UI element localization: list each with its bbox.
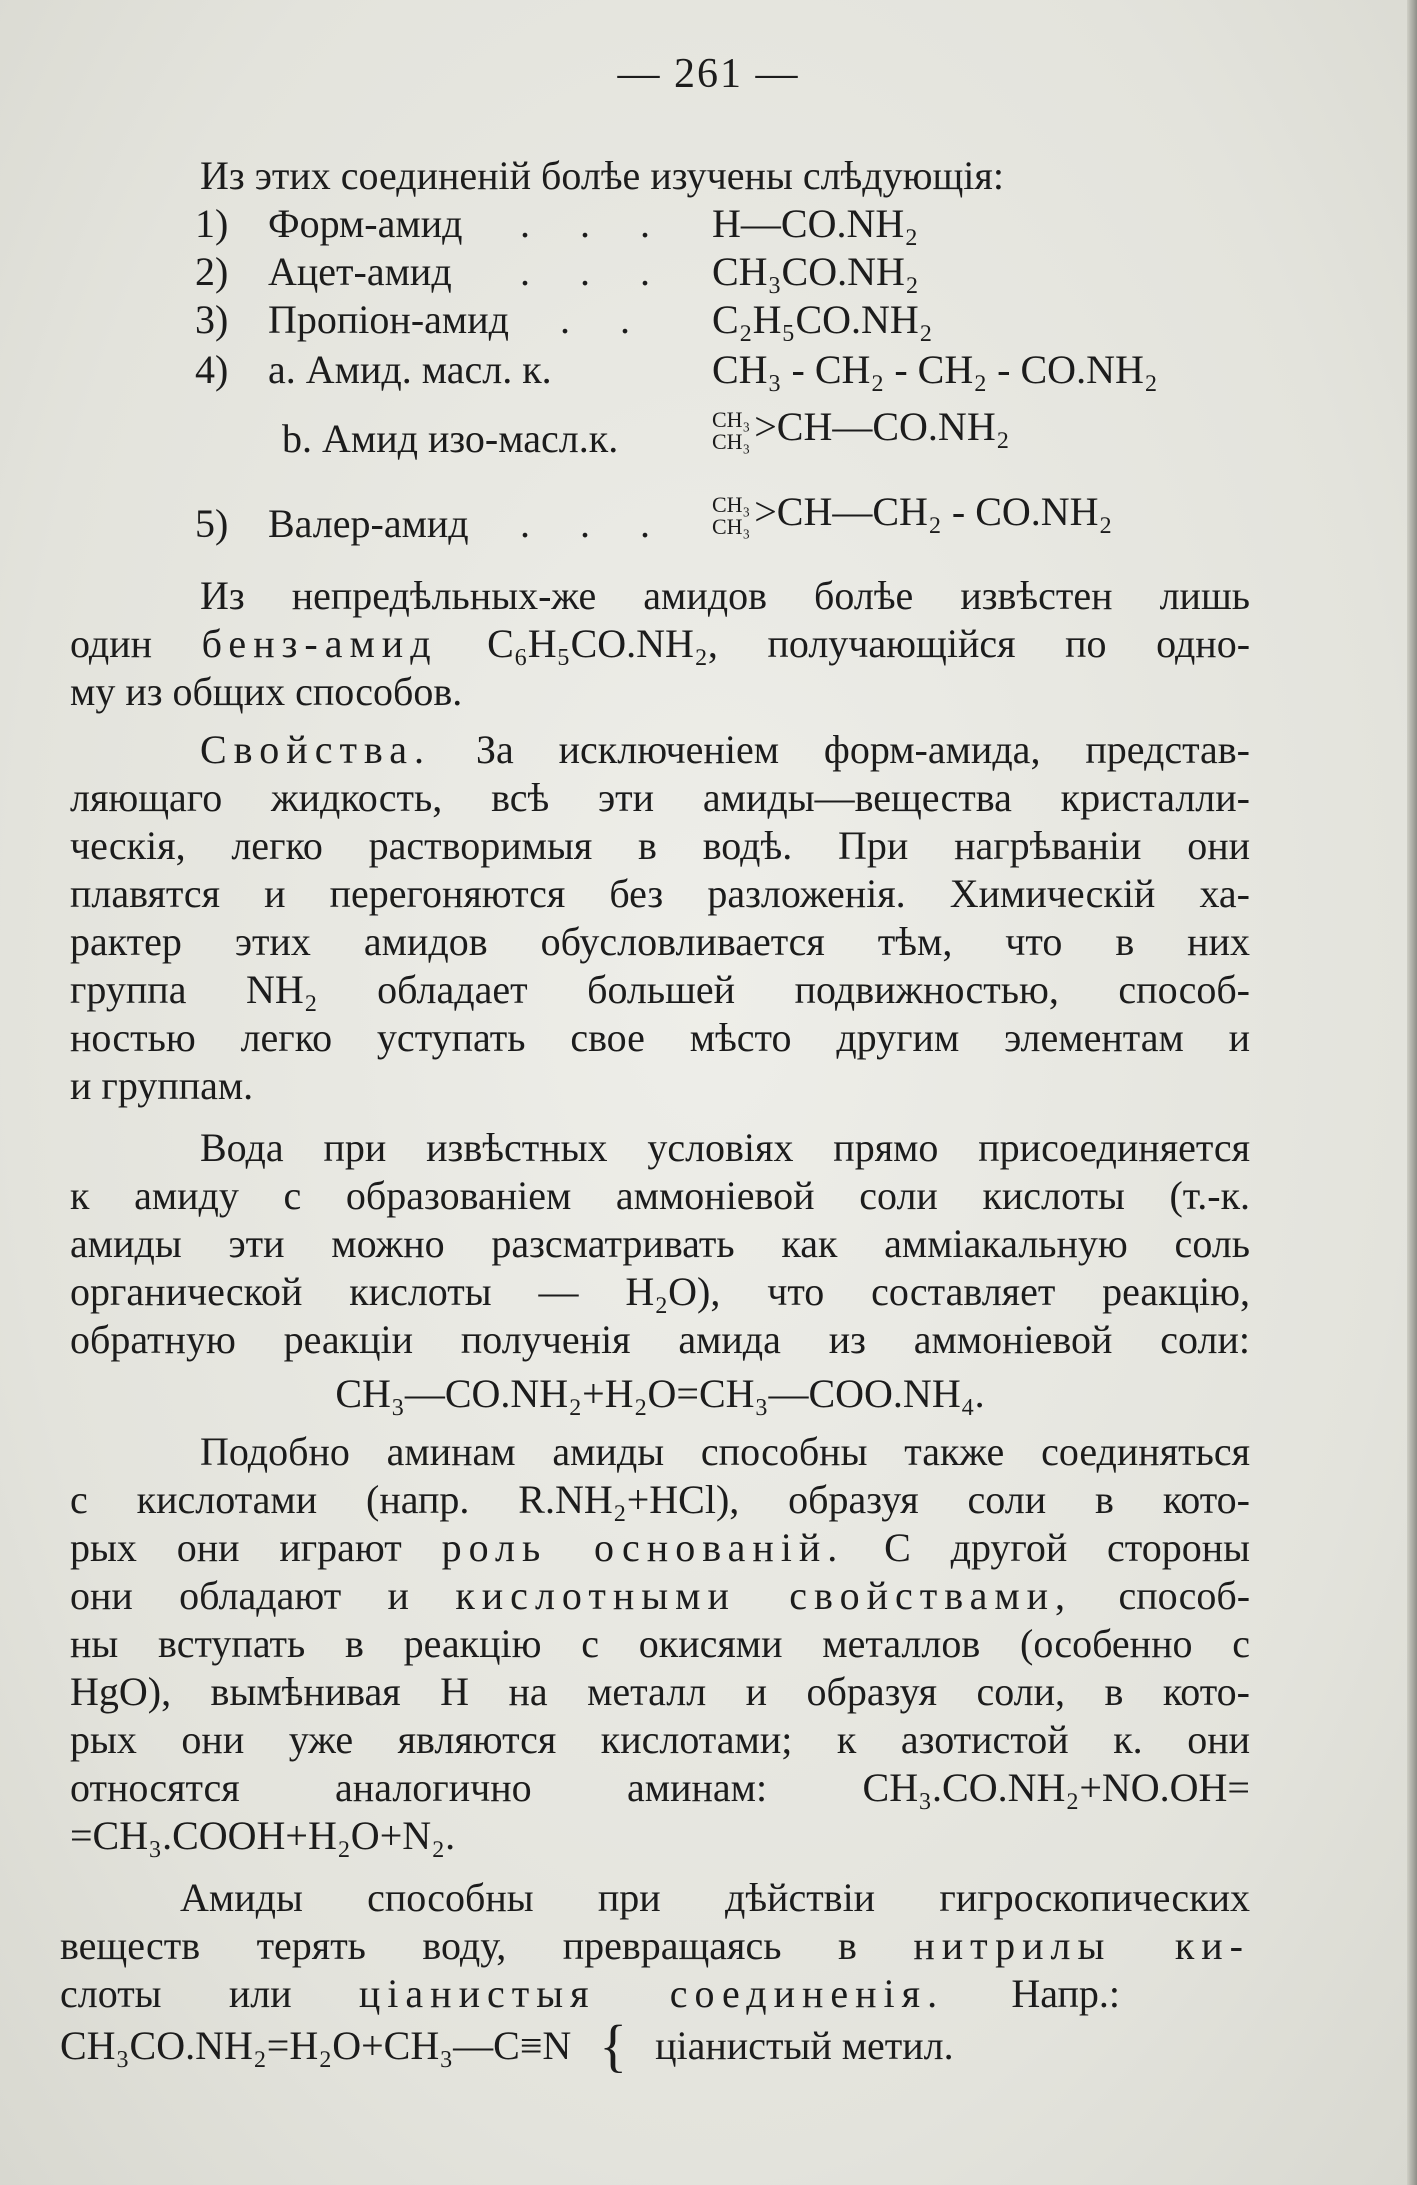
emphasized-term: ціанистыя соединенія. [358,1971,945,2016]
text-line: ны вступать в реакцію с окисями металлов (особенно с [70,1621,1250,1666]
text-line: и группам. [70,1063,254,1108]
text-line: обратную реакціи полученія амида из аммоніевой соли: [70,1317,1250,1362]
amide-formula: CH₃ CH₃ >CH—CH₂ - CO.NH₂ [712,489,1113,539]
text-line: HgO), вымѣнивая H на металл и образуя соли, в кото- [70,1669,1250,1714]
text-line: ляющаго жидкость, всѣ эти амиды—вещества кристалли- [70,775,1250,820]
amide-name: Ацет-амид [268,249,452,294]
text-line: слоты или ціанистыя соединенія. Напр.: [60,1971,1120,2016]
text-line: один бенз-амид C₆H₅CO.NH₂, получающійся по одно- [70,621,1251,666]
text-line: плавятся и перегоняются без разложенія. Химическій ха- [70,871,1250,916]
equation-label: ціанистый метил. [655,2023,954,2068]
amide-name: Форм-амид [268,201,463,246]
amide-formula: C₂H₅CO.NH₂ [712,297,933,342]
equation-dehydration [60,2013,1250,2078]
emphasized-term: бенз-амид [201,621,438,666]
text-line: веществ терять воду, превращаясь в нитрилы ки- [60,1923,1250,1968]
amide-name: Пропіон-амид [268,297,509,342]
leader-dots: . . . [520,201,670,246]
text-line: они обладают и кислотными свойствами, способ- [70,1573,1251,1618]
text-line: Подобно аминам амиды способны также соединяться [200,1429,1250,1474]
leader-dots: . . [560,297,650,342]
text-line: ческія, легко растворимыя в водѣ. При нагрѣваніи они [70,823,1250,868]
amide-number: 4) [195,347,229,392]
brace-symbol: { [599,2013,628,2078]
text-line: рактер этих амидов обусловливается тѣм, что в них [70,919,1250,964]
text-line: с кислотами (напр. R.NH₂+HCl), образуя соли в кото- [70,1477,1250,1522]
page-number: — 261 — [617,51,800,97]
branch-stack: CH₃ CH₃ [712,491,751,539]
intro-line: Из этих соединеній болѣе изучены слѣдующія: [200,153,1004,198]
amide-number: 1) [195,201,229,246]
text-line: ностью легко уступать свое мѣсто другим элементам и [70,1015,1250,1060]
text-line: амиды эти можно разсматривать как амміакальную соль [70,1221,1250,1266]
amide-name: b. Амид изо-масл.к. [282,416,619,461]
text-line: Свойства. За исключеніем форм-амида, представ- [200,727,1251,772]
emphasized-term: кислотными свойствами, [455,1573,1073,1618]
amide-number: 3) [195,297,229,342]
amide-formula: CH₃ - CH₂ - CH₂ - CO.NH₂ [712,347,1158,392]
amide-formula: CH₃CO.NH₂ [712,249,919,294]
leader-dots: . . . [520,501,670,546]
equation-hydrolysis: CH₃—CO.NH₂+H₂O=CH₃—COO.NH₄. [335,1371,985,1416]
branch-stack: CH₃ CH₃ [712,406,751,454]
text-line: му из общих способов. [70,669,463,714]
amide-number: 2) [195,249,229,294]
amide-formula: CH₃ CH₃ >CH—CO.NH₂ [712,404,1010,454]
amide-name: a. Амид. масл. к. [268,347,552,392]
text-line: Вода при извѣстных условіях прямо присоединяется [200,1125,1250,1170]
text-line: рых они уже являются кислотами; к азотистой к. они [70,1717,1250,1762]
page-spine-edge [1407,0,1417,2185]
text-line: Из непредѣльных-же амидов болѣе извѣстен лишь [200,573,1250,618]
emphasized-term: нитрилы ки- [913,1923,1250,1968]
text-line: к амиду с образованіем аммоніевой соли кислоты (т.-к. [70,1173,1250,1218]
amide-formula: H—CO.NH₂ [712,201,919,246]
text-line: относятся аналогично аминам: CH₃.CO.NH₂+NO.OH= [70,1765,1250,1810]
text-line: Амиды способны при дѣйствіи гигроскопических [180,1875,1250,1920]
text-line: группа NH₂ обладает большей подвижностью, способ- [70,967,1250,1012]
section-heading: Свойства. [200,727,432,772]
emphasized-term: роль основаній. [441,1525,845,1570]
leader-dots: . . . [520,249,670,294]
text-line: органической кислоты — H₂O), что составляет реакцію, [70,1269,1250,1314]
amide-number: 5) [195,501,229,546]
text-line: рых они играют роль основаній. С другой стороны [70,1525,1251,1570]
amide-name: Валер-амид [268,501,469,546]
equation-formula: CH₃CO.NH₂=H₂O+CH₃—C≡N [60,2023,572,2068]
text-line: =CH₃.COOH+H₂O+N₂. [70,1813,456,1858]
